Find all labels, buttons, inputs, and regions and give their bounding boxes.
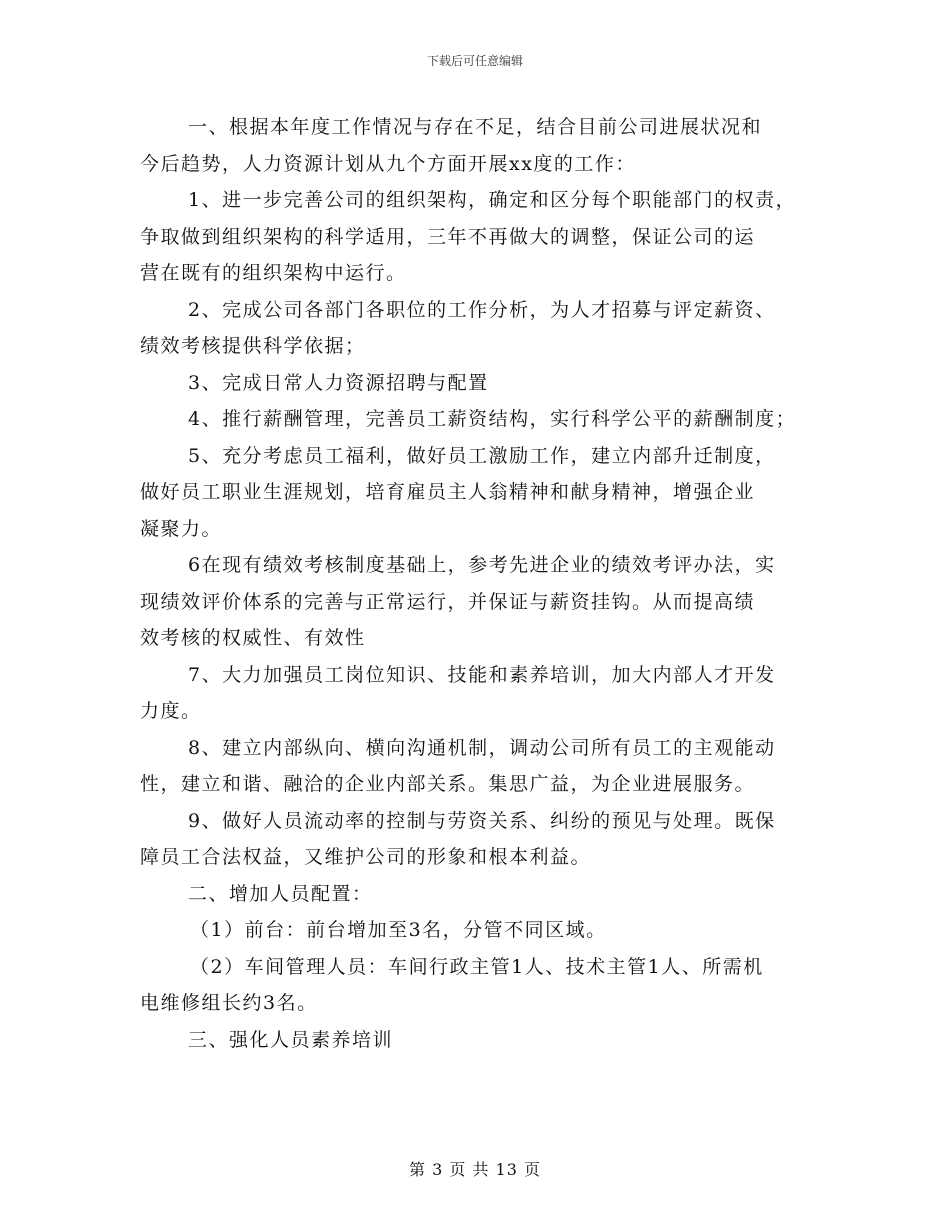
paragraph [140, 365, 820, 402]
paragraph-line: 今后趋势，人力资源计划从九个方面开展xx度的工作： [140, 152, 636, 175]
paragraph-line: 二、增加人员配置： [188, 882, 373, 905]
paragraph [140, 912, 820, 949]
paragraph [140, 109, 820, 182]
paragraph-line: 1、进一步完善公司的组织架构，确定和区分每个职能部门的权责， [188, 189, 797, 211]
paragraph-line: 做好员工职业生涯规划，培育雇员主人翁精神和献身精神，增强企业 [140, 481, 756, 503]
paragraph [140, 803, 820, 876]
paragraph-line: （1）前台：前台增加至3名，分管不同区域。 [190, 919, 607, 941]
paragraph-line: 绩效考核提供科学依据； [140, 335, 366, 357]
paragraph [140, 401, 820, 438]
paragraph-line: （2）车间管理人员：车间行政主管1人、技术主管1人、所需机 [190, 955, 764, 978]
paragraph-line: 现绩效评价体系的完善与正常运行，并保证与薪资挂钩。从而提高绩 [140, 590, 756, 613]
page-header: 下载后可任意编辑 [426, 54, 523, 68]
page-number-footer: 第 3 页 共 13 页 [409, 1160, 541, 1179]
paragraph [140, 1022, 820, 1059]
paragraph [140, 292, 820, 365]
paragraph-line: 争取做到组织架构的科学适用，三年不再做大的调整，保证公司的运 [140, 225, 756, 248]
paragraph [140, 876, 820, 913]
paragraph-line: 性，建立和谐、融洽的企业内部关系。集思广益，为企业进展服务。 [140, 773, 756, 795]
paragraph-line: 电维修组长约3名。 [140, 992, 318, 1014]
paragraph-line: 9、做好人员流动率的控制与劳资关系、纠纷的预见与处理。既保 [188, 809, 776, 832]
paragraph-line: 7、大力加强员工岗位知识、技能和素养培训，加大内部人才开发 [188, 663, 776, 686]
paragraph-line: 凝聚力。 [140, 517, 223, 540]
paragraph-line: 5、充分考虑员工福利，做好员工激励工作，建立内部升迁制度， [188, 444, 776, 467]
paragraph [140, 438, 820, 548]
document-body [140, 109, 820, 1058]
paragraph-line: 6在现有绩效考核制度基础上，参考先进企业的绩效考评办法，实 [188, 554, 776, 576]
paragraph-line: 3、完成日常人力资源招聘与配置 [188, 371, 489, 394]
paragraph [140, 657, 820, 730]
paragraph-line: 三、强化人员素养培训 [188, 1028, 394, 1051]
paragraph [140, 182, 820, 292]
paragraph [140, 730, 820, 803]
paragraph [140, 547, 820, 657]
paragraph-line: 效考核的权威性、有效性 [140, 627, 366, 649]
paragraph-line: 障员工合法权益，又维护公司的形象和根本利益。 [140, 846, 592, 868]
paragraph-line: 一、根据本年度工作情况与存在不足，结合目前公司进展状况和 [188, 116, 763, 138]
paragraph-line: 4、推行薪酬管理，完善员工薪资结构，实行科学公平的薪酬制度； [188, 408, 797, 430]
paragraph-line: 力度。 [140, 700, 202, 722]
paragraph [140, 949, 820, 1022]
paragraph-line: 8、建立内部纵向、横向沟通机制，调动公司所有员工的主观能动 [188, 736, 776, 759]
paragraph-line: 营在既有的组织架构中运行。 [140, 262, 407, 284]
paragraph-line: 2、完成公司各部门各职位的工作分析，为人才招募与评定薪资、 [188, 298, 776, 321]
